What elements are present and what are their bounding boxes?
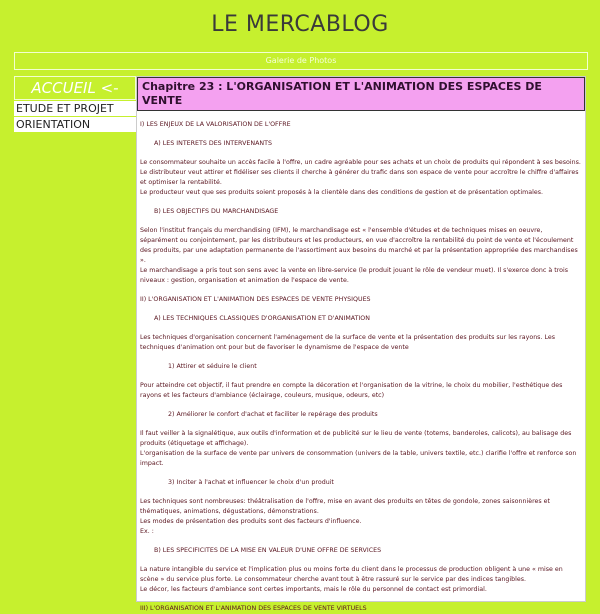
- paragraph: Ex. :: [140, 528, 154, 535]
- photo-gallery-link[interactable]: Galerie de Photos: [265, 56, 337, 65]
- subsection-heading: A) LES INTERETS DES INTERVENANTS: [154, 140, 272, 147]
- section-heading: III) L'ORGANISATION ET L'ANIMATION DES ESPACES DE VENTE VIRTUELS: [140, 605, 367, 612]
- paragraph: Le consommateur souhaite un accès facile à l'offre, un cadre agréable pour ses achats et un choix de produits qui répondent à ses besoins. Le distributeur veut attirer et fidéliser ses clients il cherche à générer du trafic dans son espace de vente pour accroître le chiffre d'affaires et optimiser la rentabilité.: [140, 159, 581, 186]
- paragraph: L'organisation de la surface de vente par univers de consommation (univers de la table, univers textile, etc.) clarifie l'offre et renforce son impact.: [140, 450, 577, 467]
- numbered-heading: 1) Attirer et séduire le client: [168, 363, 257, 370]
- paragraph: Le marchandisage a pris tout son sens avec la vente en libre-service (le produit jouant le rôle de vendeur muet). Il s'exerce donc à trois niveaux : gestion, organisation et animation de l'espace de vente.: [140, 267, 569, 284]
- section-heading: I) LES ENJEUX DE LA VALORISATION DE L'OFFRE: [140, 121, 291, 128]
- subsection-heading: B) LES OBJECTIFS DU MARCHANDISAGE: [154, 208, 279, 215]
- article-body: [137, 111, 585, 614]
- sidebar: [14, 76, 136, 132]
- paragraph: Les modes de présentation des produits sont des facteurs d'influence.: [140, 518, 362, 525]
- site-title: LE MERCABLOG: [211, 12, 389, 37]
- subsection-heading: A) LES TECHNIQUES CLASSIQUES D'ORGANISATION ET D'ANIMATION: [154, 315, 370, 322]
- paragraph: Il faut veiller à la signalétique, aux outils d'information et de publicité sur le lieu de vente (totems, banderoles, calicots), au balisage des produits (étiquetage et affichage).: [140, 430, 572, 447]
- subsection-heading: B) LES SPECIFICITES DE LA MISE EN VALEUR D'UNE OFFRE DE SERVICES: [154, 547, 382, 554]
- paragraph: Le décor, les facteurs d'ambiance sont certes importants, mais le rôle du personnel de contact est primordial.: [140, 586, 487, 593]
- sidebar-item-orientation[interactable]: ORIENTATION: [14, 117, 136, 132]
- article-content: [136, 76, 586, 612]
- nav-bar: [14, 52, 588, 70]
- paragraph: Pour atteindre cet objectif, il faut prendre en compte la décoration et l'organisation de la vitrine, le choix du mobilier, l'esthétique des rayons et les facteurs d'ambiance (éclairage, couleurs, musique, odeurs, etc): [140, 382, 563, 399]
- numbered-heading: 3) Inciter à l'achat et influencer le choix d'un produit: [168, 479, 334, 486]
- section-heading: II) L'ORGANISATION ET L'ANIMATION DES ESPACES DE VENTE PHYSIQUES: [140, 296, 371, 303]
- sidebar-item-etude-et-projet[interactable]: ETUDE ET PROJET: [14, 101, 136, 116]
- chapter-title: Chapitre 23 : L'ORGANISATION ET L'ANIMATION DES ESPACES DE VENTE: [137, 77, 585, 111]
- numbered-heading: 2) Améliorer le confort d'achat et faciliter le repérage des produits: [168, 411, 378, 418]
- paragraph: Les techniques sont nombreuses: théâtralisation de l'offre, mise en avant des produits en têtes de gondole, zones saisonnières et thématiques, animations, dégustations, démonstrations.: [140, 498, 551, 515]
- paragraph: Les techniques d'organisation concernent l'aménagement de la surface de vente et la présentation des produits sur les rayons. Les techniques d'animation ont pour but de favoriser le dynamisme de l'espace de vente: [140, 334, 556, 351]
- paragraph: Le producteur veut que ses produits soient proposés à la clientèle dans des conditions de gestion et de présentation optimales.: [140, 189, 543, 196]
- paragraph: La nature intangible du service et l'implication plus ou moins forte du client dans le processus de production obligent à une « mise en scène » du service plus forte. Le consommateur cherche avant tout à être rassuré sur le service par des indices tangibles.: [140, 566, 563, 583]
- paragraph: Selon l'institut français du merchandising (IFM), le marchandisage est « l'ensemble d'études et de techniques mises en oeuvre, séparément ou conjointement, par les distributeurs et les producteurs, en vue d'accroître la rentabilité du point de vente et l'écoulement des produits, par une adaptation permanente de l'assortiment aux besoins du marché et par la présentation appropriée des marchandises ».: [140, 227, 578, 264]
- sidebar-item-home[interactable]: ACCUEIL <-: [14, 76, 136, 100]
